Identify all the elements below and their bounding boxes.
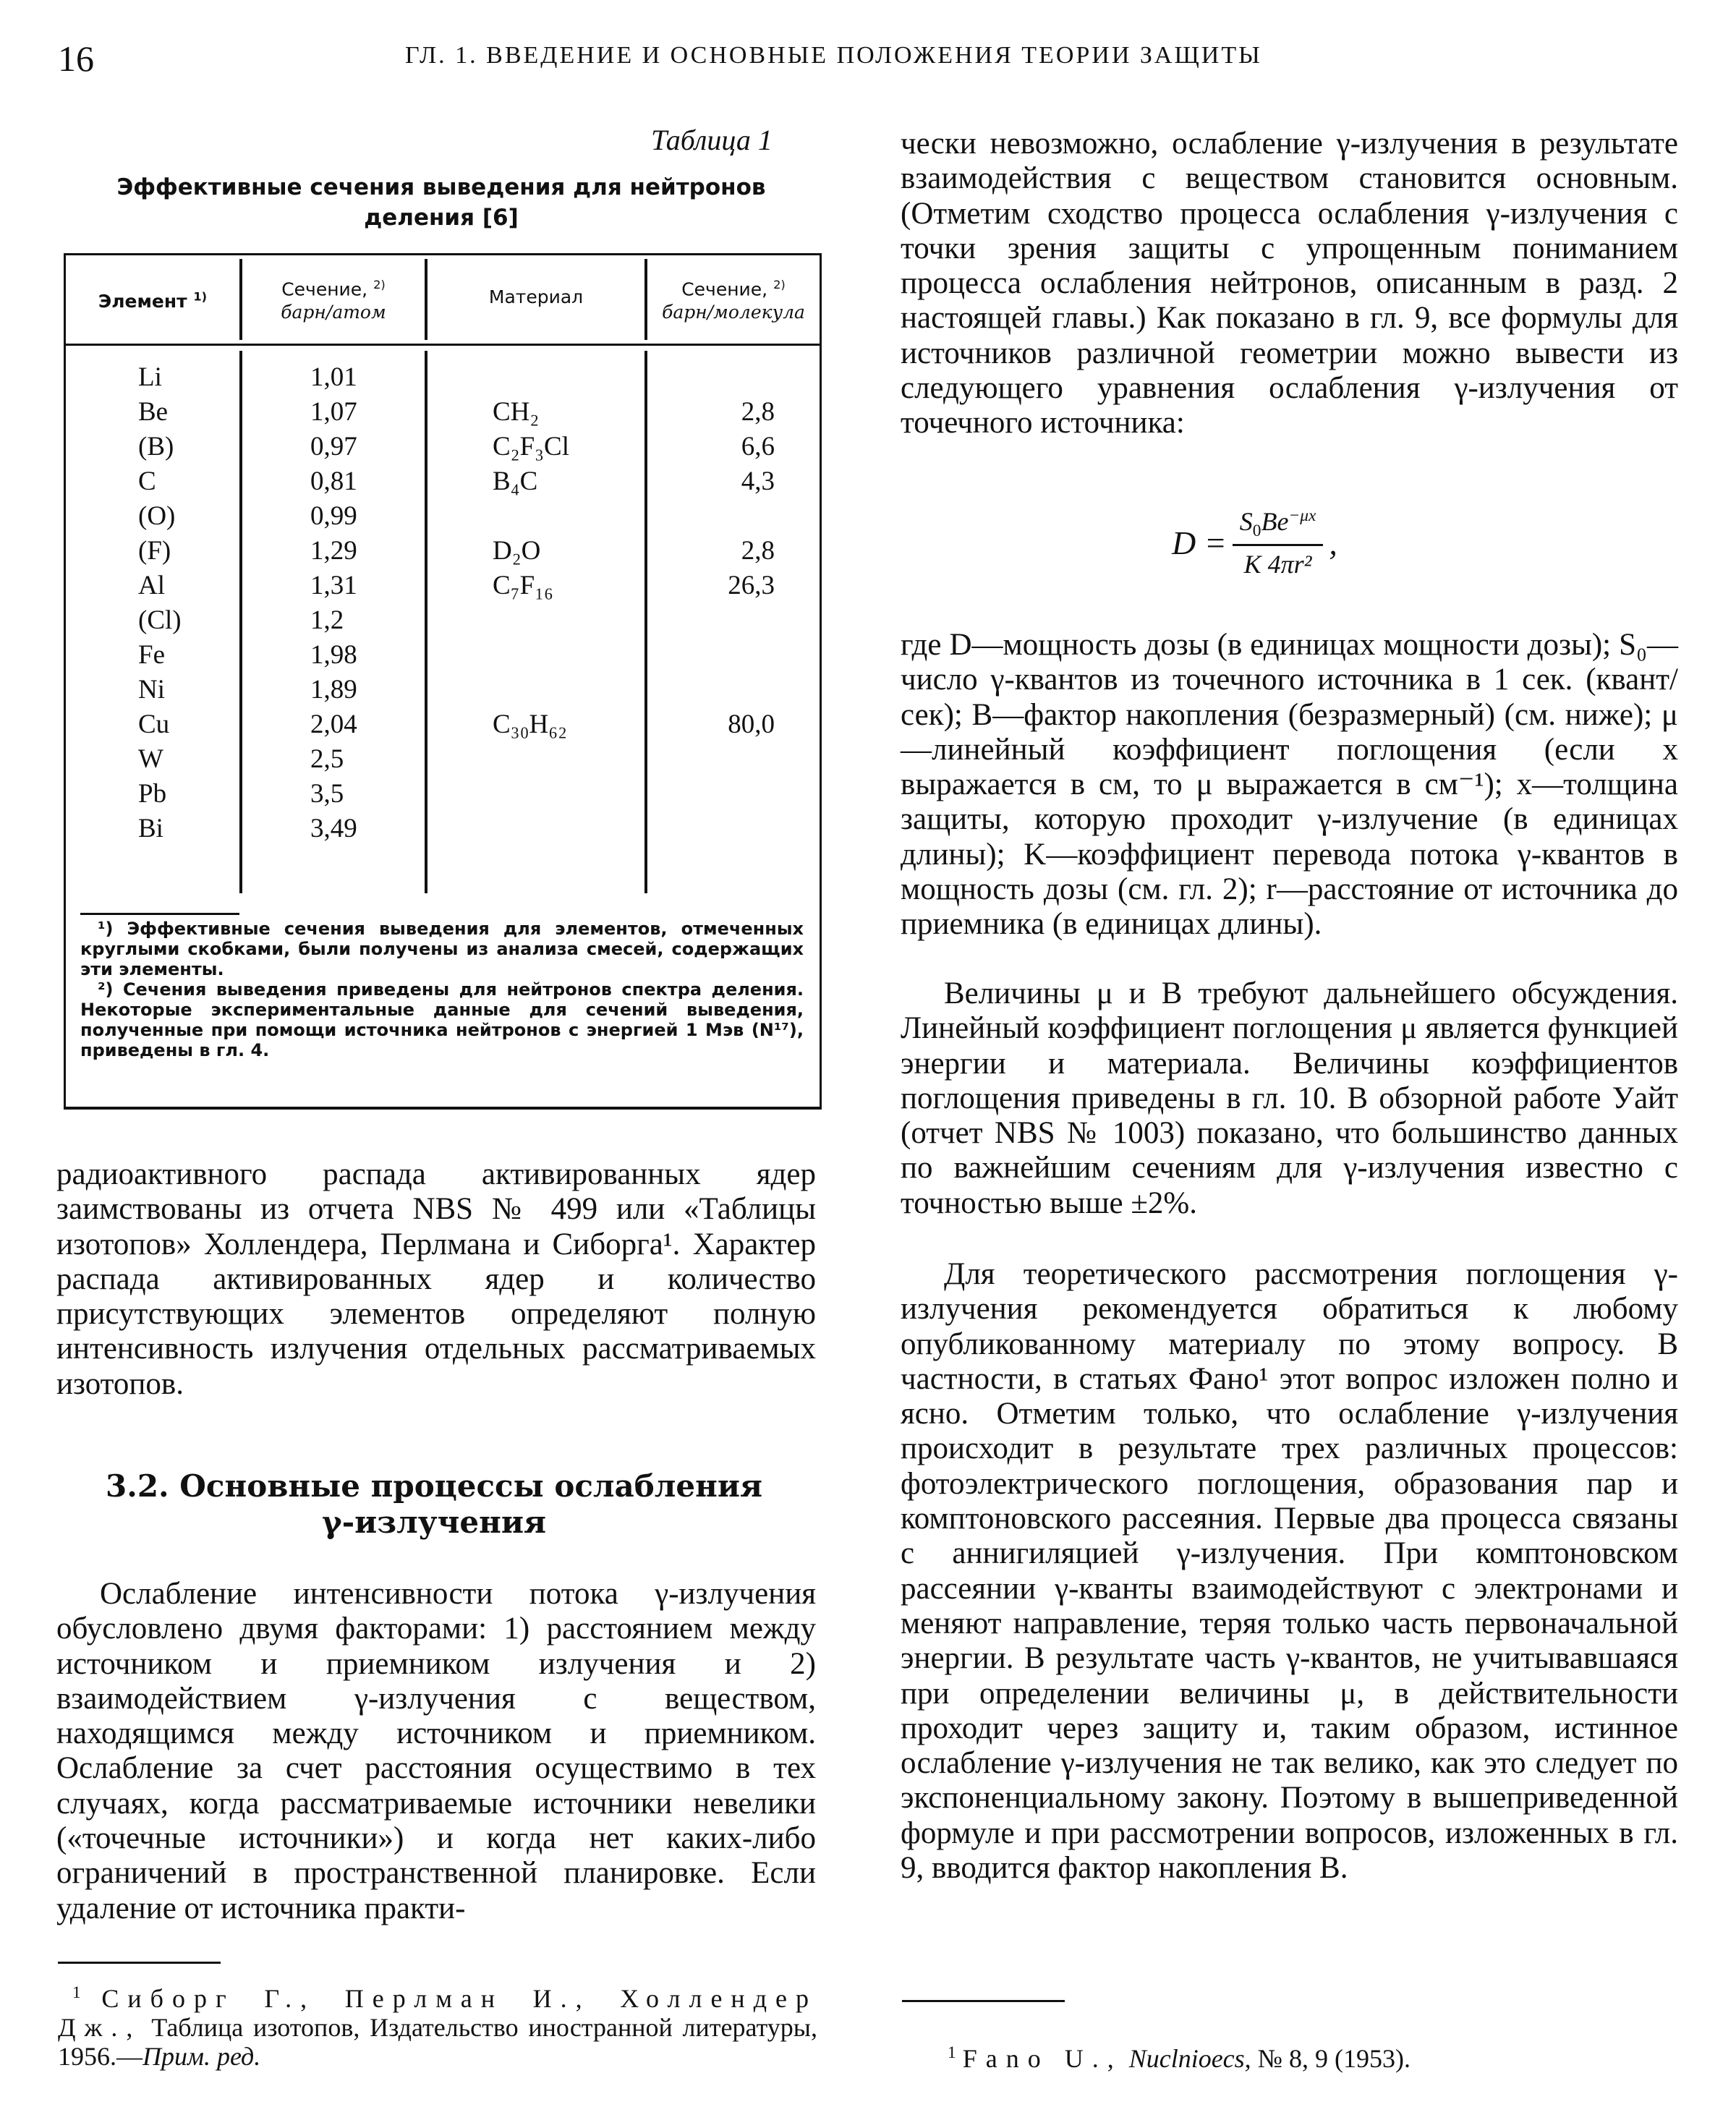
table-bottom-rule xyxy=(64,1107,822,1110)
table-top-rule xyxy=(64,253,822,255)
data-table xyxy=(64,253,822,1109)
table-note-1: ¹) Эффективные сечения выведения для элементов, отмеченных круглыми скобками, были получены из анализа смесей, содержащих эти элементы. xyxy=(80,919,804,979)
col-header-material: Материал xyxy=(488,286,584,307)
right-paragraph-2: Величины μ и B требуют дальнейшего обсуждения. Линейный коэффициент поглощения μ является функцией энергии и материала. Величины коэффициентов поглощения приведены в гл. 10. В обзорной работе Уайт (отчет NBS № 1003) показано, что большинство данных по важнейшим сечениям для γ-излучения известно с точностью выше ±2%. xyxy=(901,976,1678,1220)
footnote-right: $^1$ Fano U., Nuclnioecs, № 8, 9 (1953). xyxy=(948,2043,1410,2073)
right-paragraph-3: Для теоретического рассмотрения поглощения γ-излучения рекомендуется обратиться к любому опубликованному материалу по этому вопросу. В частности, в статьях Фано¹ этот вопрос изложен полно и ясно. Отметим только, что ослабление γ-излучения происходит в результате трех различных процессов: фотоэлектрического поглощения, образования пар и комптоновского рассеяния. Первые два процесса связаны с аннигиляцией γ-излучения. При комптоновском рассеянии γ-кванты взаимодействуют с электронами и меняют направление, теряя только часть первоначальной энергии. В результате часть γ-квантов, не учитывавшаяся при определении величины μ, в действительности проходит через защиту и, таким образом, истинное ослабление γ-излучения не так велико, как это следует по экспоненциальному закону. Поэтому в вышеприведенной формуле и при рассмотрении вопросов, изложенных в гл. 9, вводится фактор накопления B. xyxy=(901,1257,1678,1886)
left-paragraph-continued: радиоактивного распада активированных ядер заимствованы из отчета NBS № 499 или «Таблицы изотопов» Холлендера, Перлмана и Сиборга¹. Характер распада активированных ядер и количество присутствующих элементов определяют полную интенсивность излучения отдельных рассматриваемых изотопов. xyxy=(56,1157,816,1401)
table-note-2: ²) Сечения выведения приведены для нейтронов спектра деления. Некоторые экспериментальные данные для сечений выведения, полученные при помощи источника нейтронов с энергией 1 Мэв (N¹⁷), приведены в гл. 4. xyxy=(80,979,804,1060)
page-number: 16 xyxy=(58,38,94,79)
running-title: ГЛ. 1. ВВЕДЕНИЕ И ОСНОВНЫЕ ПОЛОЖЕНИЯ ТЕОРИИ ЗАЩИТЫ xyxy=(405,42,1262,69)
col-header-cross-section-molecule: Сечение, $^{2)}$ барн/молекула xyxy=(662,278,805,323)
table-caption: Таблица 1 xyxy=(651,124,773,156)
table-row: Fe 1,98 xyxy=(138,640,357,670)
section-heading: 3.2. Основные процессы ослабления γ-излучения xyxy=(105,1468,763,1540)
attenuation-formula: D = $\frac{S_0Be^{-\mu x}}{\text{K 4πr²}}$ , xyxy=(1172,506,1337,579)
footnote-rule-right xyxy=(902,2000,1065,2002)
table-row: Cu 2,04 C₃₀H₆₂ 80,0 xyxy=(138,710,775,739)
left-paragraph-1: Ослабление интенсивности потока γ-излучения обусловлено двумя факторами: 1) расстоянием между источником и приемником излучения и 2) взаимодействием γ-излучения с веществом, находящимся между источником и приемником. Ослабление за счет расстояния осуществимо в тех случаях, когда рассматриваемые источники невелики («точечные источники») и когда нет каких-либо ограничений в пространственной планировке. Если удаление от источника практи- xyxy=(56,1577,816,1925)
table-row: (O) 0,99 xyxy=(138,501,357,531)
table-header-rule xyxy=(66,344,820,346)
table-row: Li 1,01 xyxy=(138,362,357,392)
table-body xyxy=(66,362,820,848)
table-row: Bi 3,49 xyxy=(138,814,357,843)
table-row: Pb 3,5 xyxy=(138,779,344,809)
col-header-element: Элемент $^{1)}$ xyxy=(98,290,208,312)
table-row: Ni 1,89 xyxy=(138,675,357,705)
table-row: (F) 1,29 D₂O 2,8 xyxy=(138,536,775,566)
table-row: C 0,81 B₄C 4,3 xyxy=(138,467,775,496)
col-header-cross-section-atom: Сечение, $^{2)}$ барн/атом xyxy=(281,278,386,323)
table-row: (Cl) 1,2 xyxy=(138,605,344,635)
footnote-rule-left xyxy=(58,1962,221,1964)
table-notes-rule xyxy=(80,913,239,915)
table-row: (B) 0,97 C₂F₃Cl 6,6 xyxy=(138,432,775,461)
table-title: Эффективные сечения выведения для нейтронов деления [6] xyxy=(116,174,766,231)
formula-numerator: $S_0Be^{-\mu x}$ xyxy=(1233,506,1324,546)
right-paragraph-where: где D—мощность дозы (в единицах мощности дозы); S₀—число γ-квантов из точечного источника в 1 сек. (квант/сек); B—фактор накопления (безразмерный) (см. ниже); μ—линейный коэффициент поглощения (если x выражается в см, то μ выражается в см⁻¹); x—толщина защиты, которую проходит γ-излучение (в единицах длины); K—коэффициент перевода потока γ-квантов в мощность дозы (см. гл. 2); r—расстояние от источника до приемника (в единицах длины). xyxy=(901,628,1678,942)
table-row: Be 1,07 CH₂ 2,8 xyxy=(138,397,775,427)
table-row: W 2,5 xyxy=(138,744,344,774)
footnote-left: $^1$ Сиборг Г., Перлман И., Холлендер Дж., Таблица изотопов, Издательство иностранной литературы, 1956.—Прим. ред. xyxy=(58,1983,817,2071)
right-paragraph-continued: чески невозможно, ослабление γ-излучения в результате взаимодействия с веществом становится основным. (Отметим сходство процесса ослабления γ-излучения с точки зрения защиты с упрощенным пониманием процесса ослабления нейтронов, описанным в разд. 2 настоящей главы.) Как показано в гл. 9, все формулы для источников различной геометрии можно вывести из следующего уравнения ослабления γ-излучения от точечного источника: xyxy=(901,127,1678,440)
table-notes xyxy=(80,919,804,1060)
formula-denominator: K 4πr² xyxy=(1243,550,1312,579)
table-row: Al 1,31 C₇F₁₆ 26,3 xyxy=(138,571,775,600)
